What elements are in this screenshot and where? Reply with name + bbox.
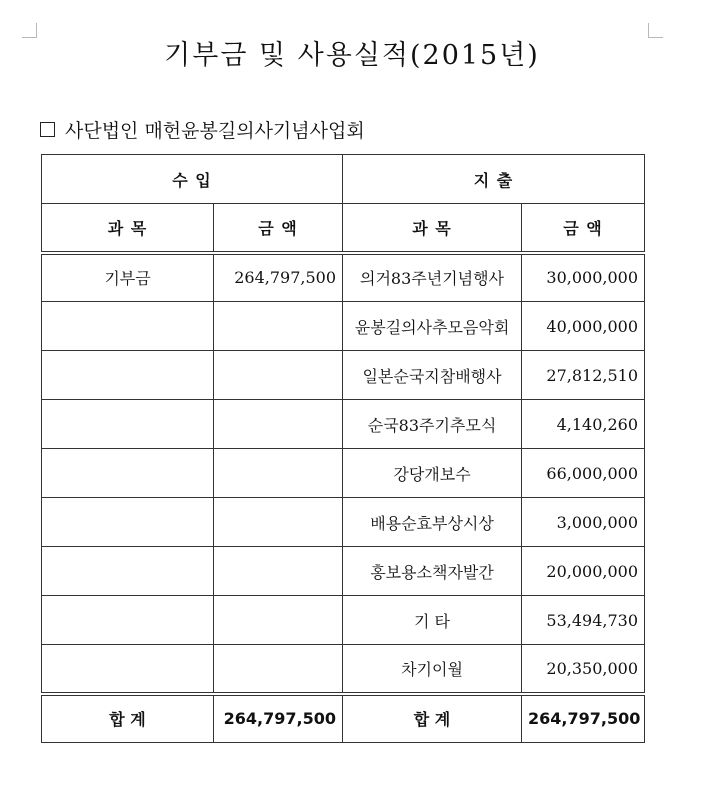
income-amount-cell	[214, 547, 343, 596]
expense-total-label: 합 계	[343, 694, 522, 743]
table-row	[42, 596, 645, 645]
expense-subject-cell: 기 타	[343, 596, 522, 645]
table-row	[42, 547, 645, 596]
expense-amount-cell: 20,350,000	[522, 645, 645, 694]
expense-subject-cell: 윤봉길의사추모음악회	[343, 302, 522, 351]
table-row	[42, 351, 645, 400]
total-row	[42, 694, 645, 743]
table-row	[42, 253, 645, 302]
expense-subject-cell: 배용순효부상시상	[343, 498, 522, 547]
income-amount-cell	[214, 400, 343, 449]
header-group-row	[42, 155, 645, 204]
income-subject-header: 과 목	[42, 204, 214, 253]
expense-amount-cell: 40,000,000	[522, 302, 645, 351]
income-subject-cell	[42, 302, 214, 351]
income-amount-cell	[214, 645, 343, 694]
expense-subject-cell: 순국83주기추모식	[343, 400, 522, 449]
expense-amount-cell: 66,000,000	[522, 449, 645, 498]
income-subject-cell	[42, 449, 214, 498]
expense-subject-cell: 일본순국지참배행사	[343, 351, 522, 400]
organization-name: 사단법인 매헌윤봉길의사기념사업회	[65, 120, 365, 142]
table-row	[42, 449, 645, 498]
income-amount-cell: 264,797,500	[214, 253, 343, 302]
income-total-amount: 264,797,500	[214, 694, 343, 743]
expense-subject-cell: 의거83주년기념행사	[343, 253, 522, 302]
expense-amount-cell: 53,494,730	[522, 596, 645, 645]
table-row	[42, 498, 645, 547]
expense-amount-cell: 20,000,000	[522, 547, 645, 596]
document-title: 기부금 및 사용실적(2015년)	[164, 40, 540, 71]
income-amount-cell	[214, 302, 343, 351]
donation-ledger-table	[41, 154, 645, 743]
expense-total-amount: 264,797,500	[522, 694, 645, 743]
income-header: 수 입	[42, 155, 343, 204]
income-subject-cell: 기부금	[42, 253, 214, 302]
header-sub-row	[42, 204, 645, 253]
expense-amount-cell: 3,000,000	[522, 498, 645, 547]
income-amount-cell	[214, 498, 343, 547]
table-row	[42, 400, 645, 449]
expense-subject-cell: 강당개보수	[343, 449, 522, 498]
income-subject-cell	[42, 596, 214, 645]
income-subject-cell	[42, 547, 214, 596]
income-subject-cell	[42, 351, 214, 400]
expense-amount-cell: 4,140,260	[522, 400, 645, 449]
expense-amount-cell: 27,812,510	[522, 351, 645, 400]
expense-amount-header: 금 액	[522, 204, 645, 253]
income-total-label: 합 계	[42, 694, 214, 743]
income-subject-cell	[42, 400, 214, 449]
income-subject-cell	[42, 498, 214, 547]
expense-subject-cell: 홍보용소책자발간	[343, 547, 522, 596]
checkbox-icon	[40, 122, 55, 137]
organization-line	[40, 116, 365, 143]
expense-header: 지 출	[343, 155, 645, 204]
income-amount-header: 금 액	[214, 204, 343, 253]
expense-amount-cell: 30,000,000	[522, 253, 645, 302]
income-amount-cell	[214, 596, 343, 645]
table-row	[42, 645, 645, 694]
expense-subject-header: 과 목	[343, 204, 522, 253]
table-row	[42, 302, 645, 351]
income-amount-cell	[214, 449, 343, 498]
expense-subject-cell: 차기이월	[343, 645, 522, 694]
income-amount-cell	[214, 351, 343, 400]
income-subject-cell	[42, 645, 214, 694]
